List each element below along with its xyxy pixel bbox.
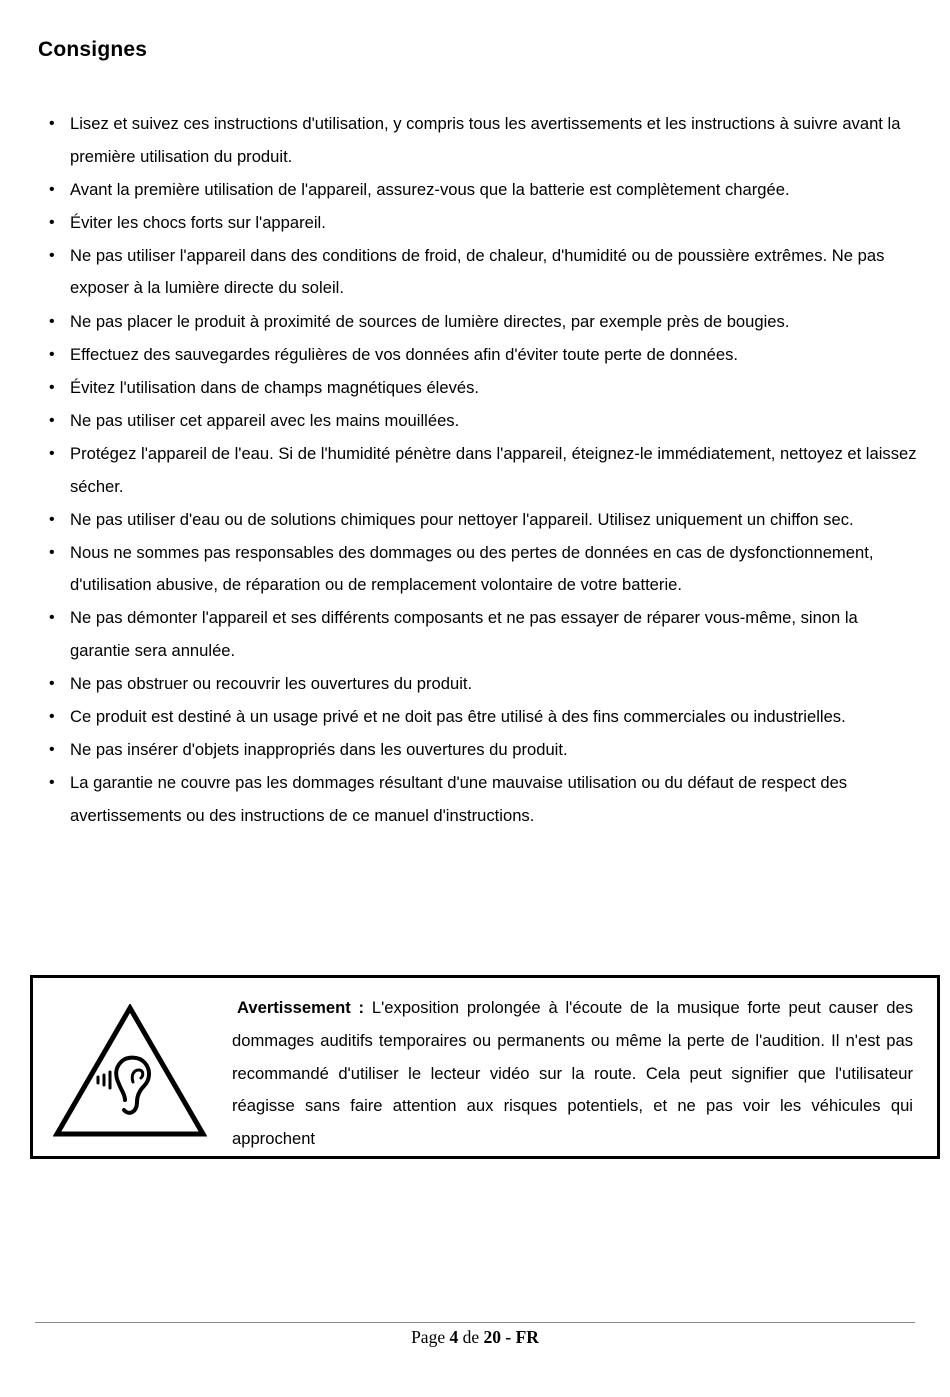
list-item [45, 339, 920, 372]
list-item-text: Ne pas obstruer ou recouvrir les ouvertures du produit. [70, 674, 473, 694]
footer-total-pages: 20 [483, 1327, 502, 1347]
bullet-icon: • [49, 180, 55, 198]
warning-box [30, 975, 940, 1159]
bullet-icon: • [49, 246, 55, 264]
bullet-icon: • [49, 741, 55, 759]
list-item-text: Ne pas utiliser l'appareil dans des conditions de froid, de chaleur, d'humidité ou de poussière extrêmes. Ne pas exposer à la lumière directe du soleil. [70, 245, 885, 298]
list-item-text: Lisez et suivez ces instructions d'utilisation, y compris tous les avertissements et les instructions à suivre avant la première utilisation du produit. [70, 114, 901, 166]
list-item [45, 537, 920, 602]
list-item [45, 372, 920, 405]
bullet-icon: • [49, 708, 55, 726]
list-item [45, 668, 920, 701]
list-item-text: Évitez l'utilisation dans de champs magnétiques élevés. [70, 377, 480, 397]
page-heading: Consignes [38, 38, 148, 61]
list-item-text: Éviter les chocs forts sur l'appareil. [70, 212, 326, 232]
footer-divider [35, 1322, 915, 1323]
list-item-text: La garantie ne couvre pas les dommages résultant d'une mauvaise utilisation ou du défaut de respect des avertissements ou des instructions de ce manuel d'instructions. [70, 773, 848, 825]
list-item [45, 207, 920, 240]
list-item [45, 504, 920, 537]
bullet-icon: • [49, 609, 55, 627]
warning-body: L'exposition prolongée à l'écoute de la musique forte peut causer des dommages auditifs temporaires ou permanents ou même la perte de l'audition. Il n'est pas recommandé d'utiliser le lecteur vidéo sur la route. Cela peut signifier que l'utilisateur réagisse sans faire attention aux risques potentiels, et ne pas voir les véhicules qui approchent [232, 998, 914, 1149]
list-item [45, 734, 920, 767]
list-item-text: Protégez l'appareil de l'eau. Si de l'humidité pénètre dans l'appareil, éteignez-le immédiatement, nettoyez et laissez sécher. [70, 443, 917, 496]
footer-current-page: 4 [449, 1327, 459, 1347]
list-item-text: Ne pas utiliser cet appareil avec les mains mouillées. [70, 410, 460, 430]
footer-prefix: Page [411, 1327, 450, 1347]
bullet-icon: • [49, 543, 55, 561]
bullet-icon: • [49, 444, 55, 462]
footer-middle: de [458, 1327, 484, 1347]
warning-text [232, 992, 913, 1156]
bullet-icon: • [49, 345, 55, 363]
list-item-text: Ne pas démonter l'appareil et ses différents composants et ne pas essayer de réparer vous-même, sinon la garantie sera annulée. [70, 608, 858, 660]
hearing-warning-icon [53, 1004, 207, 1140]
list-item [45, 108, 920, 173]
bullet-icon: • [49, 510, 55, 528]
instructions-list [45, 108, 920, 833]
bullet-icon: • [49, 312, 55, 330]
footer-suffix: - FR [501, 1327, 539, 1347]
list-item-text: Ce produit est destiné à un usage privé et ne doit pas être utilisé à des fins commerciales ou industrielles. [70, 707, 846, 727]
bullet-icon: • [49, 378, 55, 396]
list-item [45, 306, 920, 339]
list-item [45, 405, 920, 438]
bullet-icon: • [49, 115, 55, 132]
bullet-icon: • [49, 213, 55, 231]
list-item-text: Ne pas insérer d'objets inappropriés dans les ouvertures du produit. [70, 740, 568, 760]
list-item-text: Nous ne sommes pas responsables des dommages ou des pertes de données en cas de dysfonctionnement, d'utilisation abusive, de réparation ou de remplacement volontaire de votre batterie. [70, 542, 874, 595]
list-item [45, 767, 920, 832]
list-item [45, 701, 920, 734]
page-footer [0, 1327, 950, 1348]
bullet-icon: • [49, 774, 55, 792]
list-item-text: Avant la première utilisation de l'appareil, assurez-vous que la batterie est complètement chargée. [70, 179, 790, 199]
list-item-text: Ne pas placer le produit à proximité de sources de lumière directes, par exemple près de bougies. [70, 311, 790, 331]
list-item [45, 438, 920, 503]
bullet-icon: • [49, 411, 55, 429]
warning-label: Avertissement : [237, 998, 365, 1017]
list-item [45, 240, 920, 305]
bullet-icon: • [49, 675, 55, 693]
list-item [45, 174, 920, 207]
list-item-text: Effectuez des sauvegardes régulières de vos données afin d'éviter toute perte de données. [70, 344, 738, 364]
list-item [45, 602, 920, 667]
list-item-text: Ne pas utiliser d'eau ou de solutions chimiques pour nettoyer l'appareil. Utilisez uniquement un chiffon sec. [70, 509, 854, 529]
